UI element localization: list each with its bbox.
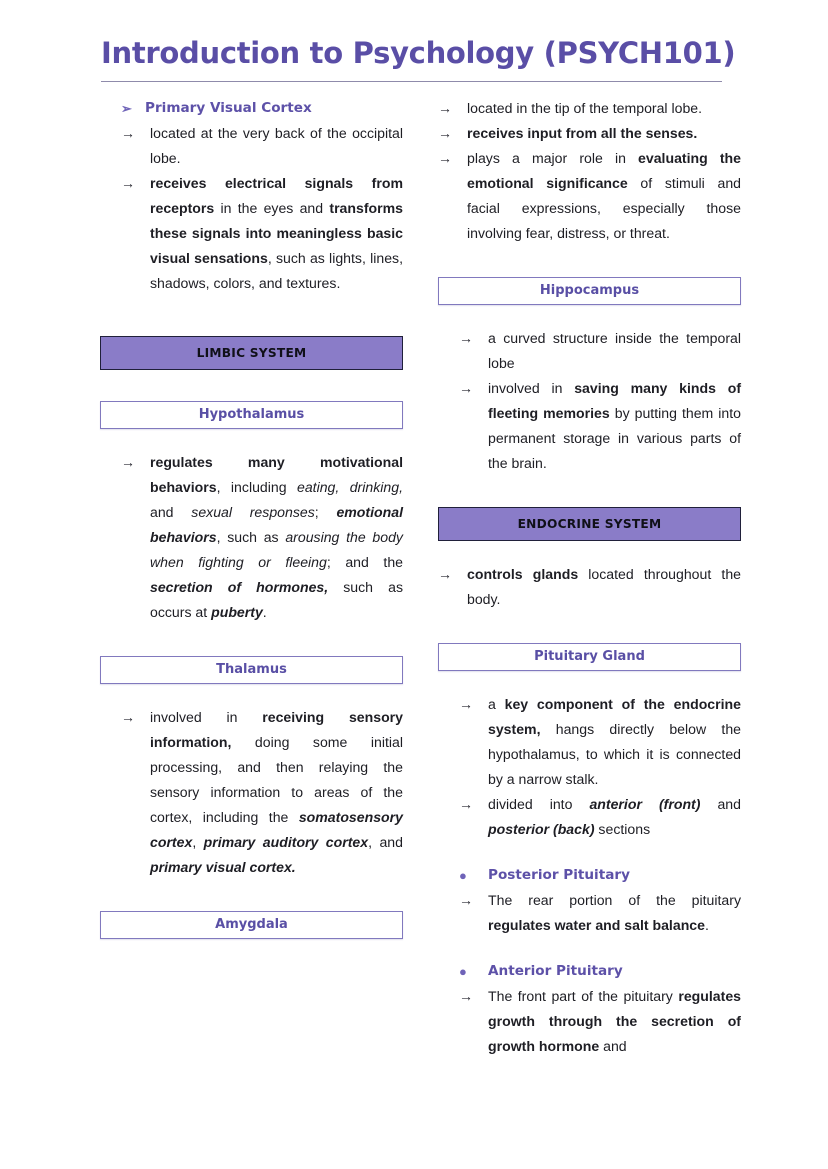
left-column — [100, 96, 403, 1059]
list-item — [438, 96, 741, 121]
list-item-text: receives input from all the senses. — [467, 125, 698, 141]
subsection-header-pituitary-gland: Pituitary Gland — [438, 643, 741, 671]
subsection-header-hippocampus: Hippocampus — [438, 277, 741, 305]
list-item-text: a key component of the endocrine system, hangs directly below the hypothalamus, to which it is connected by a narrow stalk. — [488, 696, 741, 787]
list-item — [438, 121, 741, 146]
right-arrow-icon: → — [121, 709, 135, 725]
subsection-heading: Posterior Pituitary — [488, 867, 630, 883]
list-item-text: controls glands located throughout the body. — [467, 566, 741, 607]
list-item-text: receives electrical signals from receptors in the eyes and transforms these signals into meaningless basic visual sensations, such as lights, lines, shadows, colors, and textures. — [150, 175, 404, 291]
list-item — [438, 326, 741, 376]
list-item — [100, 121, 403, 171]
list-item — [100, 705, 403, 880]
right-arrow-icon: → — [459, 988, 473, 1004]
spacer — [100, 429, 403, 450]
spacer — [438, 612, 741, 643]
bullet-icon: ● — [459, 868, 467, 883]
right-arrow-icon: → — [121, 125, 135, 141]
spacer — [100, 296, 403, 336]
list-item-primary-visual-cortex — [100, 96, 403, 121]
page-title: Introduction to Psychology (PSYCH101) — [101, 36, 736, 70]
title-divider — [101, 81, 722, 82]
right-arrow-icon: → — [121, 454, 135, 470]
spacer — [438, 842, 741, 863]
list-item — [438, 888, 741, 938]
spacer — [438, 246, 741, 277]
spacer — [100, 684, 403, 705]
right-arrow-icon: → — [459, 380, 473, 396]
list-item-text: involved in saving many kinds of fleeting memories by putting them into permanent storage in various parts of the brain. — [488, 380, 742, 471]
document-header — [101, 34, 736, 82]
subsection-header-hypothalamus: Hypothalamus — [100, 401, 403, 429]
right-arrow-icon: → — [459, 796, 473, 812]
list-item-posterior-pituitary — [438, 863, 741, 888]
right-arrow-icon: → — [438, 566, 452, 582]
list-item — [100, 171, 403, 296]
list-item — [438, 984, 741, 1059]
list-item — [438, 562, 741, 612]
spacer — [100, 370, 403, 401]
list-item-text: divided into anterior (front) and posterior (back) sections — [488, 796, 741, 837]
list-item-text: involved in receiving sensory information, doing some initial processing, and then relaying the sensory information to areas of the cortex, including the somatosensory cortex, primary auditory cortex, and primary visual cortex. — [150, 709, 403, 875]
subsection-header-amygdala: Amygdala — [100, 911, 403, 939]
list-item-text: The front part of the pituitary regulates growth through the secretion of growth hormone and — [488, 988, 741, 1054]
right-arrow-icon: → — [459, 696, 473, 712]
right-arrow-icon: → — [459, 330, 473, 346]
two-column-body — [0, 96, 828, 1059]
list-item-text: The rear portion of the pituitary regulates water and salt balance. — [488, 892, 741, 933]
right-arrow-icon: → — [438, 100, 452, 116]
spacer — [438, 476, 741, 507]
list-item — [438, 376, 741, 476]
spacer — [438, 541, 741, 562]
subsection-heading: Primary Visual Cortex — [145, 100, 312, 116]
right-arrow-icon: → — [459, 892, 473, 908]
subsection-heading: Anterior Pituitary — [488, 963, 623, 979]
list-item — [100, 450, 403, 625]
list-item-text: located at the very back of the occipital lobe. — [150, 125, 403, 166]
section-header-limbic-system: LIMBIC SYSTEM — [100, 336, 403, 370]
spacer — [100, 625, 403, 656]
section-header-endocrine-system: ENDOCRINE SYSTEM — [438, 507, 741, 541]
right-column — [438, 96, 741, 1059]
spacer — [438, 305, 741, 326]
bullet-icon: ● — [459, 964, 467, 979]
list-item-text: plays a major role in evaluating the emotional significance of stimuli and facial expressions, especially those involving fear, distress, or threat. — [467, 150, 742, 241]
subsection-header-thalamus: Thalamus — [100, 656, 403, 684]
spacer — [438, 938, 741, 959]
list-item-text: located in the tip of the temporal lobe. — [467, 100, 703, 116]
right-arrow-icon: → — [438, 150, 452, 166]
list-item-text: a curved structure inside the temporal lobe — [488, 330, 741, 371]
spacer — [100, 880, 403, 911]
spacer — [438, 671, 741, 692]
list-item — [438, 692, 741, 792]
right-arrow-icon: → — [438, 125, 452, 141]
list-item — [438, 792, 741, 842]
right-arrow-icon: → — [121, 175, 135, 191]
list-item-anterior-pituitary — [438, 959, 741, 984]
chevron-arrow-icon: ➢ — [121, 101, 132, 116]
list-item — [438, 146, 741, 246]
list-item-text: regulates many motivational behaviors, including eating, drinking, and sexual responses; emotional behaviors, such as arousing the body when fighting or fleeing; and the secretion of hormones, such as occurs at puberty. — [150, 454, 404, 620]
